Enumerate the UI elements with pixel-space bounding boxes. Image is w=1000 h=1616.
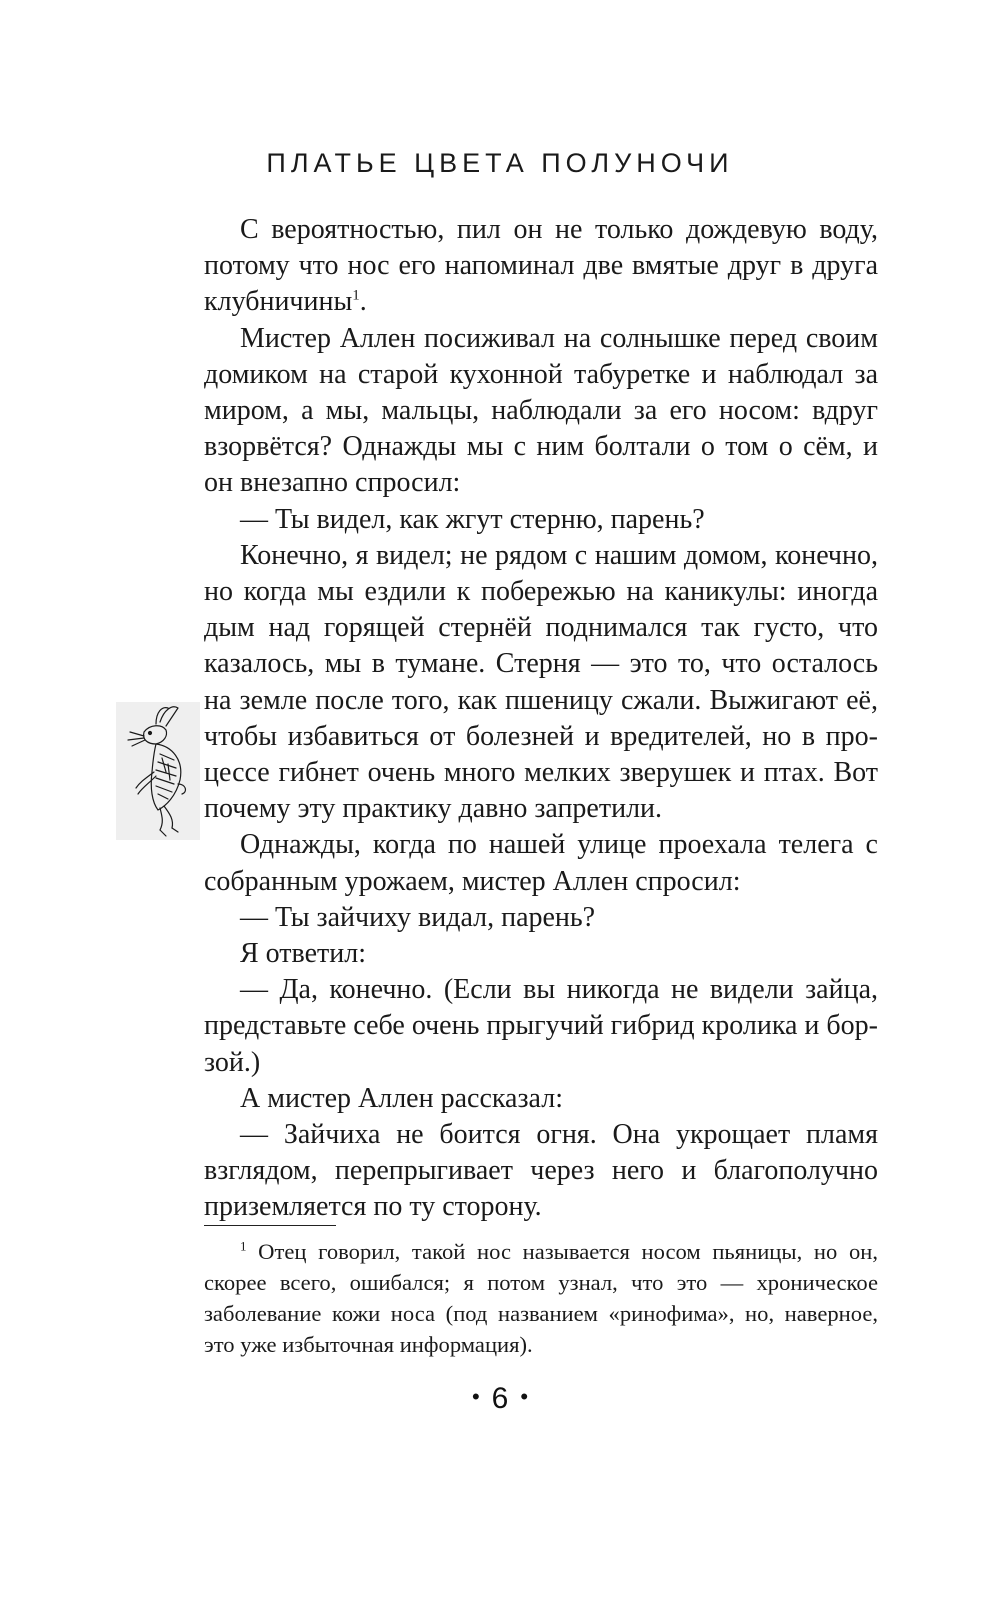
footnote-text: $^1$ Отец говорил, такой нос называется носом пьяницы, но он, скорее всего, ошибался; я потом узнал, что это — хроническое заболевание кожи носа (под названием «ринофима», но, наверное, это уже избыточная информация). (204, 1238, 878, 1357)
footnote-reference[interactable]: 1 (352, 288, 360, 305)
running-head: ПЛАТЬЕ ЦВЕТА ПОЛУНОЧИ (266, 148, 734, 178)
paragraph: Я ответил: (240, 938, 366, 970)
page-number-value: 6 (491, 1382, 509, 1415)
footnote (204, 1236, 878, 1360)
dialogue-line: — Ты зайчиху видал, парень? (240, 901, 596, 933)
folio-dot-right: • (520, 1384, 529, 1410)
dialogue-line: — Да, конечно. (Если вы никогда не видели зайца, представьте себе очень прыгучий гибрид кролика и борзой.) (204, 974, 878, 1078)
dialogue-line: — Зайчиха не боится огня. Она укрощает пламя взглядом, перепрыгивает через него и благополучно приземляется по ту сторону. (204, 1119, 878, 1223)
paragraph: Конечно, я видел; не рядом с нашим домом, конечно, но когда мы ездили к побережью на каникулы: иногда дым над горящей стернёй поднимался так густо, что казалось, мы в тумане. Стерня — это то, что осталось на земле после того, как пшеницу сжали. Выжигают её, чтобы избавиться от болезней и вредителей, но в процессе гибнет очень много мелких зверушек и птах. Вот почему эту практику давно запретили. (204, 539, 878, 825)
hare-illustration (116, 702, 200, 840)
paragraph: Однажды, когда по нашей улице проехала телега с собранным урожаем, мистер Аллен спросил: (204, 829, 878, 897)
folio-dot-left: • (471, 1384, 480, 1410)
paragraph: А мистер Аллен рассказал: (240, 1082, 563, 1114)
hare-drawing-icon (116, 702, 200, 840)
paragraph: Мистер Аллен посиживал на солнышке перед своим домиком на старой кухонной табуретке и наблюдал за миром, а мы, мальцы, наблюдали за его носом: вдруг взорвётся? Однажды мы с ним болтали о том о сём, и он внезапно спросил: (204, 322, 878, 499)
footnote-divider (204, 1225, 336, 1226)
paragraph: С вероятностью, пил он не только дождевую воду, потому что нос его напоминал две вмятые друг в друга клубничины$^1$. (204, 214, 878, 318)
footnote-number: 1 (240, 1238, 247, 1254)
dialogue-line: — Ты видел, как жгут стерню, парень? (240, 503, 705, 535)
page-number (0, 1382, 1000, 1416)
body-text (204, 212, 878, 1226)
